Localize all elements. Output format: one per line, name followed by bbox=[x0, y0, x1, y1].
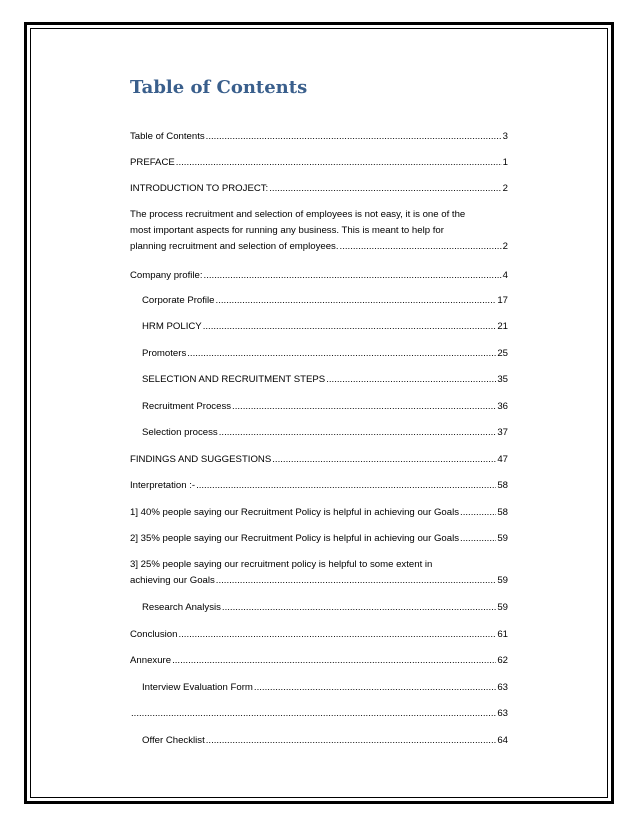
toc-entry-text: HRM POLICY bbox=[142, 321, 202, 332]
toc-entry-page: 64 bbox=[497, 735, 508, 746]
toc-entry-text: Recruitment Process bbox=[142, 401, 232, 412]
toc-entry-page: 4 bbox=[502, 270, 508, 281]
dot-leader bbox=[131, 706, 496, 722]
toc-entry-blank[interactable] bbox=[130, 706, 508, 722]
dot-leader bbox=[340, 239, 502, 255]
dot-leader bbox=[272, 452, 496, 468]
dot-leader bbox=[254, 680, 496, 696]
toc-entry-text-line1: 3] 25% people saying our recruitment policy is helpful to some extent in bbox=[130, 559, 433, 570]
page-title: Table of Contents bbox=[130, 77, 308, 98]
toc-entry-process-recruitment[interactable] bbox=[130, 207, 508, 255]
toc-entry-page: 25 bbox=[497, 348, 508, 359]
toc-entry-page: 47 bbox=[497, 454, 508, 465]
toc-entry-text: Promoters bbox=[142, 348, 187, 359]
toc-entry-page: 3 bbox=[502, 131, 508, 142]
toc-entry-introduction[interactable] bbox=[130, 181, 508, 197]
toc-entry-text: Annexure bbox=[130, 655, 172, 666]
toc-entry-page: 58 bbox=[497, 480, 508, 491]
toc-entry-interpretation[interactable] bbox=[130, 478, 508, 494]
toc-entry-preface[interactable] bbox=[130, 155, 508, 171]
toc-entry-text: 1] 40% people saying our Recruitment Policy is helpful in achieving our Goals bbox=[130, 507, 460, 518]
dot-leader bbox=[204, 268, 502, 284]
toc-entry-page: 59 bbox=[497, 602, 508, 613]
dot-leader bbox=[219, 425, 497, 441]
toc-entry-offer-checklist[interactable] bbox=[142, 733, 508, 749]
toc-entry-page: 2 bbox=[502, 183, 508, 194]
dot-leader bbox=[203, 319, 497, 335]
toc-entry-page: 1 bbox=[502, 157, 508, 168]
toc-entry-text: SELECTION AND RECRUITMENT STEPS bbox=[142, 374, 326, 385]
dot-leader bbox=[206, 733, 497, 749]
dot-leader bbox=[216, 573, 497, 589]
dot-leader bbox=[196, 478, 496, 494]
dot-leader bbox=[216, 293, 497, 309]
toc-entry-page: 62 bbox=[497, 655, 508, 666]
toc-entry-text-line2: most important aspects for running any business. This is meant to help for bbox=[130, 225, 444, 236]
dot-leader bbox=[460, 505, 496, 521]
toc-entry-text: FINDINGS AND SUGGESTIONS bbox=[130, 454, 272, 465]
toc-entry-page: 17 bbox=[497, 295, 508, 306]
dot-leader bbox=[172, 653, 496, 669]
toc-entry-page: 61 bbox=[497, 629, 508, 640]
toc-entry-text: achieving our Goals bbox=[130, 575, 215, 586]
toc-entry-page: 59 bbox=[497, 533, 508, 544]
toc-entry-25-percent[interactable] bbox=[130, 557, 508, 589]
toc-entry-page: 59 bbox=[497, 575, 508, 586]
toc-entry-conclusion[interactable] bbox=[130, 627, 508, 643]
toc-entry-promoters[interactable] bbox=[142, 346, 508, 362]
toc-entry-text: planning recruitment and selection of employees. bbox=[130, 241, 339, 252]
toc-entry-interview-evaluation-form[interactable] bbox=[142, 680, 508, 696]
toc-entry-research-analysis[interactable] bbox=[142, 600, 508, 616]
toc-entry-text: Table of Contents bbox=[130, 131, 205, 142]
toc-entry-page: 37 bbox=[497, 427, 508, 438]
dot-leader bbox=[178, 627, 496, 643]
dot-leader bbox=[460, 531, 496, 547]
toc-entry-text: Selection process bbox=[142, 427, 218, 438]
dot-leader bbox=[326, 372, 496, 388]
dot-leader bbox=[187, 346, 496, 362]
toc-entry-text: Company profile: bbox=[130, 270, 203, 281]
toc-entry-table-of-contents[interactable] bbox=[130, 129, 508, 145]
dot-leader bbox=[206, 129, 502, 145]
dot-leader bbox=[269, 181, 501, 197]
toc-entry-corporate-profile[interactable] bbox=[142, 293, 508, 309]
toc-entry-40-percent[interactable] bbox=[130, 505, 508, 521]
toc-entry-annexure[interactable] bbox=[130, 653, 508, 669]
toc-entry-35-percent[interactable] bbox=[130, 531, 508, 547]
toc-entry-page: 63 bbox=[497, 682, 508, 693]
toc-entry-text: Interpretation :- bbox=[130, 480, 196, 491]
toc-entry-page: 36 bbox=[497, 401, 508, 412]
toc-entry-recruitment-process[interactable] bbox=[142, 399, 508, 415]
toc-entry-page: 58 bbox=[497, 507, 508, 518]
toc-entry-page: 63 bbox=[497, 708, 508, 719]
toc-entry-selection-recruitment-steps[interactable] bbox=[142, 372, 508, 388]
toc-entry-text: Corporate Profile bbox=[142, 295, 215, 306]
toc-entry-page: 2 bbox=[502, 241, 508, 252]
toc-entry-page: 35 bbox=[497, 374, 508, 385]
toc-entry-text: Interview Evaluation Form bbox=[142, 682, 253, 693]
toc-entry-text: Conclusion bbox=[130, 629, 178, 640]
toc-entry-selection-process[interactable] bbox=[142, 425, 508, 441]
toc-entry-company-profile[interactable] bbox=[130, 268, 508, 284]
toc-entry-text: Research Analysis bbox=[142, 602, 221, 613]
toc-entry-text: Offer Checklist bbox=[142, 735, 205, 746]
toc-entry-findings[interactable] bbox=[130, 452, 508, 468]
toc-entry-text: INTRODUCTION TO PROJECT: bbox=[130, 183, 269, 194]
dot-leader bbox=[232, 399, 496, 415]
toc-entry-hrm-policy[interactable] bbox=[142, 319, 508, 335]
toc-entry-text-line1: The process recruitment and selection of employees is not easy, it is one of the bbox=[130, 209, 466, 220]
dot-leader bbox=[222, 600, 496, 616]
dot-leader bbox=[176, 155, 502, 171]
toc-entry-text: 2] 35% people saying our Recruitment Policy is helpful in achieving our Goals bbox=[130, 533, 460, 544]
toc-entry-page: 21 bbox=[497, 321, 508, 332]
toc-entry-text: PREFACE bbox=[130, 157, 175, 168]
